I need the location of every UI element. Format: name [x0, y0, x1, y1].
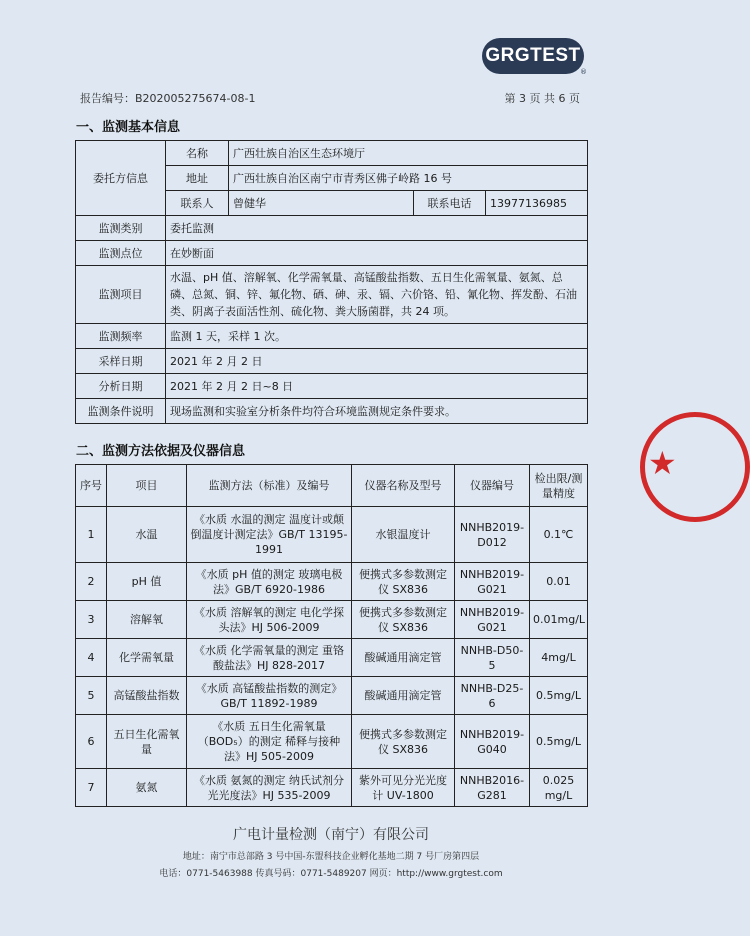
row-item: 水温 — [107, 507, 187, 563]
row-instrument: 便携式多参数测定仪 SX836 — [352, 601, 455, 639]
row-item: 高锰酸盐指数 — [107, 677, 187, 715]
row-instrument: 便携式多参数测定仪 SX836 — [352, 715, 455, 769]
row-method: 《水质 溶解氧的测定 电化学探头法》HJ 506-2009 — [187, 601, 352, 639]
logo-text: GRGTEST — [485, 45, 581, 66]
row-method: 《水质 水温的测定 温度计或颠倒温度计测定法》GB/T 13195-1991 — [187, 507, 352, 563]
row-seq: 3 — [76, 601, 107, 639]
row-limit: 0.025 mg/L — [530, 769, 588, 807]
header-instrument-no: 仪器编号 — [455, 465, 530, 507]
analysis-date-label: 分析日期 — [76, 374, 166, 399]
footer-contact: 电话：0771-5463988 传真号码：0771-5489207 网页：http://www.grgtest.com — [159, 869, 503, 879]
name-value: 广西壮族自治区生态环境厅 — [229, 141, 588, 166]
row-item: 氨氮 — [107, 769, 187, 807]
row-item: 溶解氧 — [107, 601, 187, 639]
contact-label: 联系人 — [166, 191, 229, 216]
phone-label: 联系电话 — [414, 191, 486, 216]
row-method: 《水质 pH 值的测定 玻璃电极法》GB/T 6920-1986 — [187, 563, 352, 601]
table-row — [76, 639, 588, 677]
row-seq: 2 — [76, 563, 107, 601]
method-table — [75, 464, 588, 807]
row-limit: 0.5mg/L — [530, 677, 588, 715]
row-instrument-no: NNHB2019-G021 — [455, 601, 530, 639]
row-instrument: 酸碱通用滴定管 — [352, 639, 455, 677]
condition-label: 监测条件说明 — [76, 399, 166, 424]
type-label: 监测类别 — [76, 216, 166, 241]
row-instrument-no: NNHB-D50-5 — [455, 639, 530, 677]
row-instrument-no: NNHB-D25-6 — [455, 677, 530, 715]
row-method: 《水质 高锰酸盐指数的测定》GB/T 11892-1989 — [187, 677, 352, 715]
items-value: 水温、pH 值、溶解氧、化学需氧量、高锰酸盐指数、五日生化需氧量、氨氮、总磷、总氮、铜、锌、氟化物、硒、砷、汞、镉、六价铬、铅、氰化物、挥发酚、石油类、阴离子表面活性剂、硫化物、粪大肠菌群，共 24 项。 — [166, 266, 588, 324]
grgtest-logo — [482, 38, 584, 74]
section-basic-info-title: 一、监测基本信息 — [76, 120, 181, 135]
row-method: 《水质 五日生化需氧量（BOD₅）的测定 稀释与接种法》HJ 505-2009 — [187, 715, 352, 769]
frequency-value: 监测 1 天，采样 1 次。 — [166, 324, 588, 349]
page-number: 第 3 页 共 6 页 — [504, 92, 580, 105]
address-value: 广西壮族自治区南宁市青秀区佛子岭路 16 号 — [229, 166, 588, 191]
section-method-title: 二、监测方法依据及仪器信息 — [76, 444, 246, 459]
table-row — [76, 715, 588, 769]
row-instrument-no: NNHB2019-G040 — [455, 715, 530, 769]
star-icon: ★ — [648, 444, 677, 482]
row-seq: 7 — [76, 769, 107, 807]
row-seq: 6 — [76, 715, 107, 769]
table-row — [76, 601, 588, 639]
site-value: 在妙断面 — [166, 241, 588, 266]
table-row — [76, 769, 588, 807]
frequency-label: 监测频率 — [76, 324, 166, 349]
row-instrument: 酸碱通用滴定管 — [352, 677, 455, 715]
header-seq: 序号 — [76, 465, 107, 507]
logo-registered-mark: ® — [580, 68, 587, 76]
row-seq: 1 — [76, 507, 107, 563]
row-instrument: 水银温度计 — [352, 507, 455, 563]
table-row — [76, 507, 588, 563]
analysis-date-value: 2021 年 2 月 2 日~8 日 — [166, 374, 588, 399]
sample-date-label: 采样日期 — [76, 349, 166, 374]
footer-company: 广电计量检测（南宁）有限公司 — [233, 827, 429, 843]
report-number: 报告编号：B202005275674-08-1 — [80, 92, 256, 105]
row-method: 《水质 氨氮的测定 纳氏试剂分光光度法》HJ 535-2009 — [187, 769, 352, 807]
header-method: 监测方法（标准）及编号 — [187, 465, 352, 507]
contact-value: 曾健华 — [229, 191, 414, 216]
header-item: 项目 — [107, 465, 187, 507]
header-instrument: 仪器名称及型号 — [352, 465, 455, 507]
phone-value: 13977136985 — [486, 191, 588, 216]
name-label: 名称 — [166, 141, 229, 166]
header-limit: 检出限/测量精度 — [530, 465, 588, 507]
row-limit: 0.1℃ — [530, 507, 588, 563]
red-seal-stamp — [640, 412, 750, 522]
address-label: 地址 — [166, 166, 229, 191]
row-instrument-no: NNHB2016-G281 — [455, 769, 530, 807]
footer-address: 地址：南宁市总部路 3 号中国-东盟科技企业孵化基地二期 7 号厂房第四层 — [182, 852, 480, 862]
row-limit: 0.01mg/L — [530, 601, 588, 639]
row-instrument: 紫外可见分光光度计 UV-1800 — [352, 769, 455, 807]
row-seq: 4 — [76, 639, 107, 677]
row-limit: 0.01 — [530, 563, 588, 601]
row-seq: 5 — [76, 677, 107, 715]
row-instrument-no: NNHB2019-D012 — [455, 507, 530, 563]
table-row — [76, 677, 588, 715]
row-limit: 4mg/L — [530, 639, 588, 677]
row-method: 《水质 化学需氧量的测定 重铬酸盐法》HJ 828-2017 — [187, 639, 352, 677]
row-instrument: 便携式多参数测定仪 SX836 — [352, 563, 455, 601]
basic-info-table — [75, 140, 588, 424]
row-instrument-no: NNHB2019-G021 — [455, 563, 530, 601]
table-row — [76, 563, 588, 601]
row-item: 化学需氧量 — [107, 639, 187, 677]
row-limit: 0.5mg/L — [530, 715, 588, 769]
site-label: 监测点位 — [76, 241, 166, 266]
items-label: 监测项目 — [76, 266, 166, 324]
condition-value: 现场监测和实验室分析条件均符合环境监测规定条件要求。 — [166, 399, 588, 424]
type-value: 委托监测 — [166, 216, 588, 241]
row-item: 五日生化需氧量 — [107, 715, 187, 769]
sample-date-value: 2021 年 2 月 2 日 — [166, 349, 588, 374]
row-item: pH 值 — [107, 563, 187, 601]
client-label: 委托方信息 — [76, 141, 166, 216]
